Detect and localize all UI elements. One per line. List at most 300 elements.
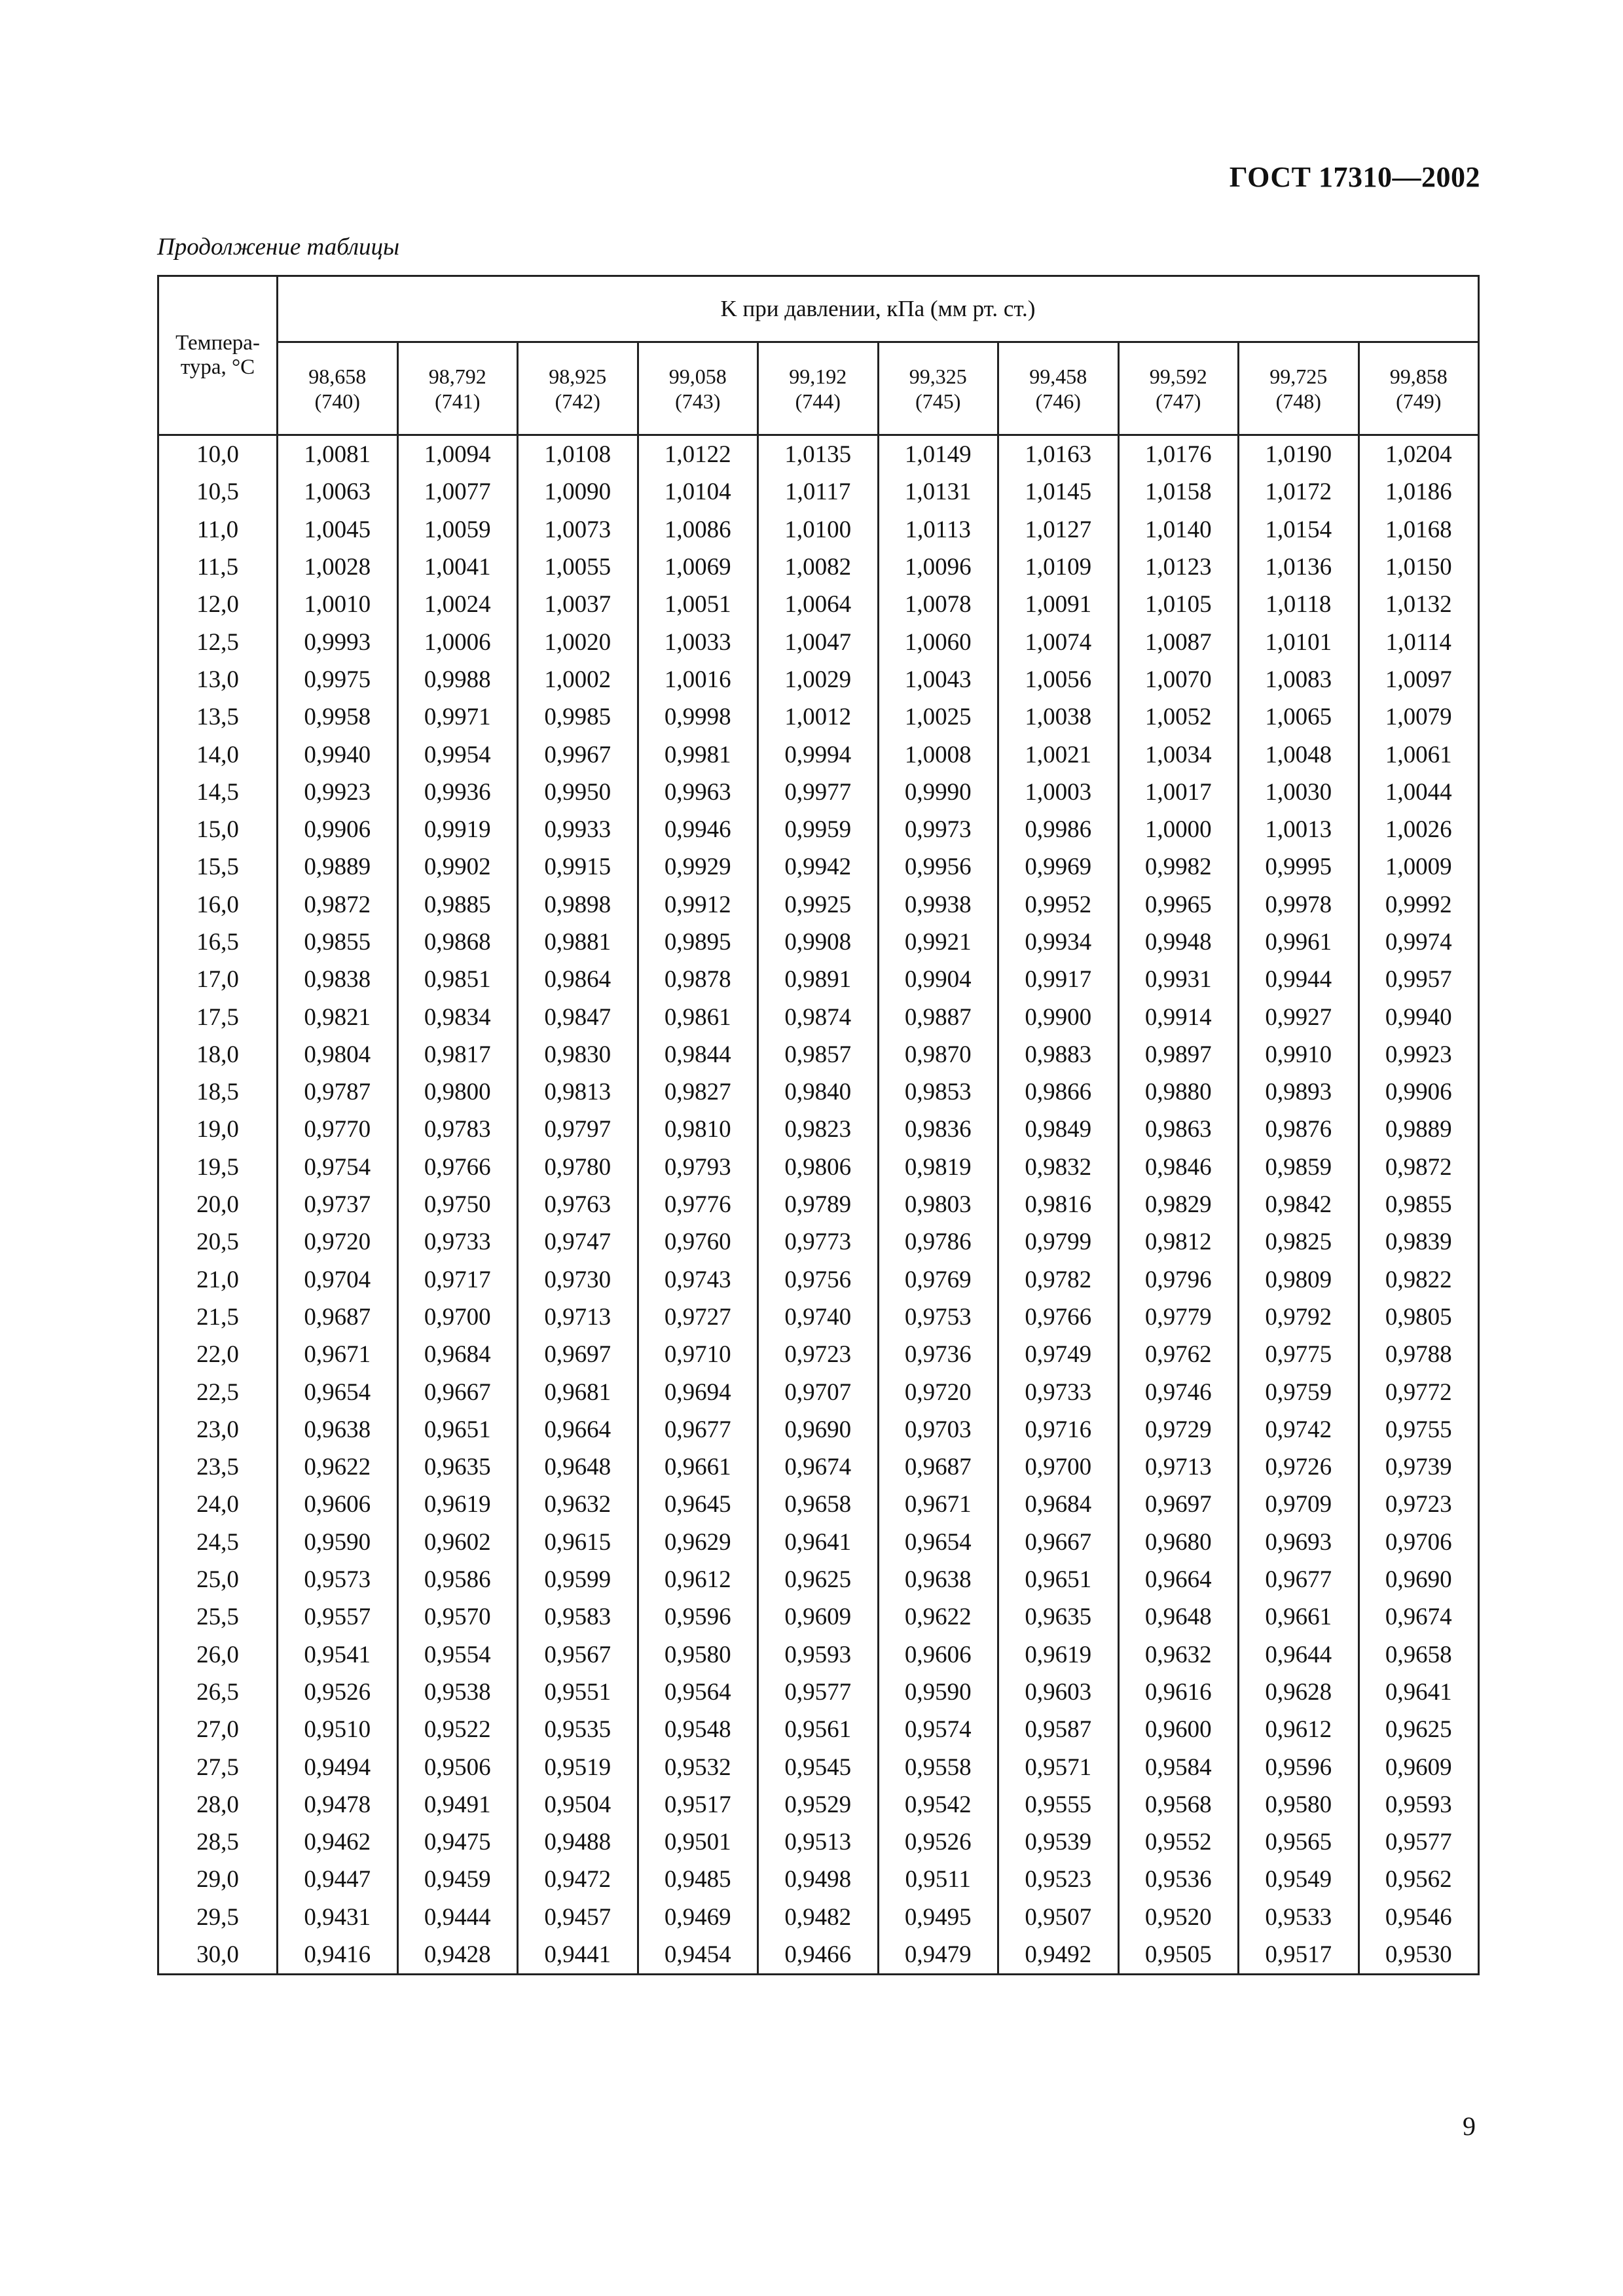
table-row (158, 848, 1479, 886)
k-value-cell: 1,0145 (998, 473, 1119, 511)
k-value-cell: 1,0136 (1239, 548, 1359, 586)
temperature-cell: 21,5 (158, 1299, 278, 1336)
k-value-cell: 0,9526 (278, 1674, 398, 1711)
k-value-cell: 0,9491 (397, 1786, 518, 1823)
k-value-cell: 1,0016 (638, 661, 758, 698)
k-value-cell: 0,9431 (278, 1899, 398, 1936)
temperature-cell: 23,0 (158, 1411, 278, 1448)
k-value-cell: 1,0012 (758, 698, 879, 736)
k-value-cell: 0,9568 (1118, 1786, 1239, 1823)
k-value-cell: 0,9564 (638, 1674, 758, 1711)
k-value-cell: 0,9990 (878, 774, 998, 811)
k-value-cell: 0,9910 (1239, 1036, 1359, 1073)
k-value-cell: 0,9857 (758, 1036, 879, 1073)
pressure-kpa: 98,792 (428, 364, 486, 388)
k-value-cell: 0,9571 (998, 1748, 1119, 1785)
k-value-cell: 0,9747 (518, 1223, 638, 1261)
k-value-cell: 0,9965 (1118, 886, 1239, 924)
k-value-cell: 0,9619 (397, 1486, 518, 1523)
k-value-cell: 0,9844 (638, 1036, 758, 1073)
temperature-cell: 11,5 (158, 548, 278, 586)
temperature-cell: 14,0 (158, 736, 278, 773)
temperature-cell: 19,5 (158, 1149, 278, 1186)
table-row (158, 886, 1479, 924)
k-value-cell: 0,9839 (1359, 1223, 1479, 1261)
pressure-header-row (158, 342, 1479, 435)
k-value-cell: 0,9847 (518, 998, 638, 1035)
k-value-cell: 0,9454 (638, 1936, 758, 1975)
k-value-cell: 0,9783 (397, 1111, 518, 1148)
table-row (158, 1299, 1479, 1336)
k-value-cell: 0,9754 (278, 1149, 398, 1186)
k-value-cell: 0,9975 (278, 661, 398, 698)
k-value-cell: 0,9441 (518, 1936, 638, 1975)
k-value-cell: 0,9950 (518, 774, 638, 811)
pressure-mmhg: (741) (435, 389, 481, 413)
k-value-cell: 0,9878 (638, 961, 758, 998)
k-value-cell: 0,9762 (1118, 1336, 1239, 1373)
table-row (158, 698, 1479, 736)
table-row (158, 1186, 1479, 1223)
k-value-cell: 0,9933 (518, 811, 638, 848)
k-value-cell: 0,9648 (518, 1448, 638, 1486)
k-value-cell: 0,9444 (397, 1899, 518, 1936)
k-value-cell: 0,9641 (758, 1524, 879, 1561)
k-value-cell: 1,0026 (1359, 811, 1479, 848)
k-value-cell: 1,0069 (638, 548, 758, 586)
k-value-cell: 0,9612 (1239, 1711, 1359, 1748)
k-value-cell: 0,9558 (878, 1748, 998, 1785)
table-row (158, 1936, 1479, 1975)
k-value-cell: 0,9590 (878, 1674, 998, 1711)
k-value-cell: 0,9739 (1359, 1448, 1479, 1486)
k-value-cell: 0,9629 (638, 1524, 758, 1561)
k-value-cell: 1,0149 (878, 435, 998, 474)
k-value-cell: 0,9707 (758, 1373, 879, 1410)
k-value-cell: 0,9770 (278, 1111, 398, 1148)
k-value-cell: 0,9539 (998, 1823, 1119, 1861)
k-value-cell: 0,9625 (1359, 1711, 1479, 1748)
k-value-cell: 0,9498 (758, 1861, 879, 1898)
pressure-mmhg: (747) (1156, 389, 1201, 413)
k-value-cell: 0,9523 (998, 1861, 1119, 1898)
k-value-cell: 0,9533 (1239, 1899, 1359, 1936)
k-value-cell: 1,0104 (638, 473, 758, 511)
table-row (158, 548, 1479, 586)
k-value-cell: 0,9766 (998, 1299, 1119, 1336)
k-value-cell: 0,9853 (878, 1073, 998, 1111)
k-value-cell: 0,9773 (758, 1223, 879, 1261)
table-row (158, 1748, 1479, 1785)
k-value-cell: 0,9978 (1239, 886, 1359, 924)
temperature-cell: 29,5 (158, 1899, 278, 1936)
k-value-cell: 0,9900 (998, 998, 1119, 1035)
k-value-cell: 0,9813 (518, 1073, 638, 1111)
k-value-cell: 0,9915 (518, 848, 638, 886)
k-value-cell: 0,9690 (1359, 1561, 1479, 1598)
table-caption: Продолжение таблицы (157, 234, 400, 260)
k-value-cell: 1,0000 (1118, 811, 1239, 848)
k-value-cell: 0,9889 (278, 848, 398, 886)
k-value-cell: 0,9510 (278, 1711, 398, 1748)
temperature-cell: 10,0 (158, 435, 278, 474)
k-value-cell: 1,0045 (278, 511, 398, 548)
k-value-cell: 0,9641 (1359, 1674, 1479, 1711)
k-value-cell: 0,9782 (998, 1261, 1119, 1299)
table-row (158, 811, 1479, 848)
temperature-header-line2: тура, °С (180, 355, 255, 379)
k-value-cell: 0,9709 (1239, 1486, 1359, 1523)
k-value-cell: 0,9700 (397, 1299, 518, 1336)
k-value-cell: 0,9780 (518, 1149, 638, 1186)
k-value-cell: 0,9570 (397, 1598, 518, 1636)
k-value-cell: 0,9740 (758, 1299, 879, 1336)
table-row (158, 1711, 1479, 1748)
temperature-cell: 15,0 (158, 811, 278, 848)
pressure-header-cell (638, 342, 758, 435)
pressure-kpa: 98,658 (308, 364, 367, 388)
k-value-cell: 0,9536 (1118, 1861, 1239, 1898)
k-value-cell: 1,0008 (878, 736, 998, 773)
k-value-cell: 1,0013 (1239, 811, 1359, 848)
k-value-cell: 0,9737 (278, 1186, 398, 1223)
k-value-cell: 0,9635 (998, 1598, 1119, 1636)
k-value-cell: 0,9505 (1118, 1936, 1239, 1975)
k-value-cell: 0,9977 (758, 774, 879, 811)
k-value-cell: 0,9720 (878, 1373, 998, 1410)
k-value-cell: 0,9906 (278, 811, 398, 848)
temperature-cell: 26,5 (158, 1674, 278, 1711)
k-value-cell: 0,9720 (278, 1223, 398, 1261)
k-value-cell: 0,9603 (998, 1674, 1119, 1711)
k-value-cell: 1,0021 (998, 736, 1119, 773)
k-value-cell: 0,9760 (638, 1223, 758, 1261)
k-value-cell: 0,9704 (278, 1261, 398, 1299)
k-value-cell: 1,0140 (1118, 511, 1239, 548)
k-value-cell: 0,9577 (758, 1674, 879, 1711)
k-value-cell: 1,0158 (1118, 473, 1239, 511)
k-value-cell: 0,9769 (878, 1261, 998, 1299)
temperature-cell: 26,0 (158, 1636, 278, 1674)
k-value-cell: 0,9868 (397, 924, 518, 961)
k-value-cell: 1,0063 (278, 473, 398, 511)
k-value-cell: 1,0077 (397, 473, 518, 511)
k-value-cell: 0,9779 (1118, 1299, 1239, 1336)
k-value-cell: 0,9478 (278, 1786, 398, 1823)
k-value-cell: 0,9632 (1118, 1636, 1239, 1674)
k-value-cell: 1,0060 (878, 623, 998, 660)
table-row (158, 998, 1479, 1035)
k-value-cell: 0,9596 (638, 1598, 758, 1636)
pressure-mmhg: (740) (314, 389, 360, 413)
k-value-cell: 0,9872 (278, 886, 398, 924)
k-value-cell: 0,9889 (1359, 1111, 1479, 1148)
k-value-cell: 0,9716 (998, 1411, 1119, 1448)
k-value-cell: 0,9908 (758, 924, 879, 961)
k-value-cell: 0,9775 (1239, 1336, 1359, 1373)
temperature-cell: 22,0 (158, 1336, 278, 1373)
pressure-kpa: 99,592 (1149, 364, 1207, 388)
k-value-cell: 0,9842 (1239, 1186, 1359, 1223)
k-value-cell: 0,9622 (878, 1598, 998, 1636)
k-value-cell: 0,9661 (1239, 1598, 1359, 1636)
k-value-cell: 0,9565 (1239, 1823, 1359, 1861)
table-row (158, 1223, 1479, 1261)
k-value-cell: 0,9684 (397, 1336, 518, 1373)
k-value-cell: 0,9846 (1118, 1149, 1239, 1186)
table-row (158, 1111, 1479, 1148)
k-value-cell: 0,9789 (758, 1186, 879, 1223)
pressure-kpa: 99,058 (668, 364, 727, 388)
k-value-cell: 0,9936 (397, 774, 518, 811)
k-value-cell: 0,9749 (998, 1336, 1119, 1373)
temperature-cell: 20,0 (158, 1186, 278, 1223)
k-value-cell: 0,9661 (638, 1448, 758, 1486)
k-value-cell: 0,9667 (397, 1373, 518, 1410)
k-value-cell: 1,0094 (397, 435, 518, 474)
k-value-cell: 0,9952 (998, 886, 1119, 924)
k-value-cell: 0,9532 (638, 1748, 758, 1785)
pressure-mmhg: (745) (915, 389, 961, 413)
k-value-cell: 0,9823 (758, 1111, 879, 1148)
k-value-cell: 0,9561 (758, 1711, 879, 1748)
k-value-cell: 1,0052 (1118, 698, 1239, 736)
k-value-cell: 1,0028 (278, 548, 398, 586)
k-value-cell: 0,9447 (278, 1861, 398, 1898)
table-row (158, 1149, 1479, 1186)
k-value-cell: 0,9859 (1239, 1149, 1359, 1186)
k-value-cell: 1,0113 (878, 511, 998, 548)
k-value-cell: 0,9671 (878, 1486, 998, 1523)
k-value-cell: 1,0059 (397, 511, 518, 548)
temperature-cell: 17,5 (158, 998, 278, 1035)
k-value-cell: 0,9479 (878, 1936, 998, 1975)
k-value-cell: 0,9958 (278, 698, 398, 736)
k-value-cell: 0,9644 (1239, 1636, 1359, 1674)
temperature-cell: 25,5 (158, 1598, 278, 1636)
k-value-cell: 1,0163 (998, 435, 1119, 474)
k-value-cell: 0,9729 (1118, 1411, 1239, 1448)
k-value-cell: 1,0064 (758, 586, 879, 623)
k-value-cell: 1,0114 (1359, 623, 1479, 660)
k-value-cell: 0,9645 (638, 1486, 758, 1523)
pressure-kpa: 99,192 (789, 364, 847, 388)
table-row (158, 435, 1479, 474)
k-value-cell: 1,0081 (278, 435, 398, 474)
k-value-cell: 0,9590 (278, 1524, 398, 1561)
k-value-cell: 0,9750 (397, 1186, 518, 1223)
pressure-mmhg: (748) (1275, 389, 1321, 413)
k-value-cell: 0,9619 (998, 1636, 1119, 1674)
k-value-cell: 0,9573 (278, 1561, 398, 1598)
k-value-cell: 1,0003 (998, 774, 1119, 811)
temperature-header-line1: Темпера- (175, 331, 260, 355)
k-value-cell: 1,0131 (878, 473, 998, 511)
table-row (158, 1823, 1479, 1861)
k-value-cell: 0,9538 (397, 1674, 518, 1711)
temperature-cell: 13,5 (158, 698, 278, 736)
k-value-cell: 0,9457 (518, 1899, 638, 1936)
temperature-cell: 14,5 (158, 774, 278, 811)
k-value-cell: 0,9557 (278, 1598, 398, 1636)
k-value-cell: 0,9677 (1239, 1561, 1359, 1598)
k-value-cell: 0,9793 (638, 1149, 758, 1186)
pressure-mmhg: (744) (795, 389, 841, 413)
k-value-cell: 0,9529 (758, 1786, 879, 1823)
pressure-header-cell (998, 342, 1119, 435)
table-row (158, 924, 1479, 961)
k-value-cell: 0,9469 (638, 1899, 758, 1936)
k-value-cell: 1,0122 (638, 435, 758, 474)
k-value-cell: 1,0100 (758, 511, 879, 548)
k-value-cell: 0,9687 (878, 1448, 998, 1486)
k-value-cell: 0,9995 (1239, 848, 1359, 886)
pressure-header-cell (1118, 342, 1239, 435)
k-value-cell: 0,9671 (278, 1336, 398, 1373)
k-value-cell: 1,0056 (998, 661, 1119, 698)
k-value-cell: 0,9832 (998, 1149, 1119, 1186)
temperature-header (158, 276, 278, 435)
k-value-cell: 0,9664 (1118, 1561, 1239, 1598)
k-value-cell: 0,9599 (518, 1561, 638, 1598)
k-value-cell: 0,9625 (758, 1561, 879, 1598)
k-value-cell: 0,9755 (1359, 1411, 1479, 1448)
k-value-cell: 0,9898 (518, 886, 638, 924)
k-value-cell: 0,9806 (758, 1149, 879, 1186)
k-value-cell: 0,9810 (638, 1111, 758, 1148)
k-value-cell: 0,9967 (518, 736, 638, 773)
k-value-cell: 0,9680 (1118, 1524, 1239, 1561)
temperature-cell: 17,0 (158, 961, 278, 998)
k-value-cell: 0,9552 (1118, 1823, 1239, 1861)
k-value-cell: 0,9759 (1239, 1373, 1359, 1410)
pressure-header-cell (397, 342, 518, 435)
k-value-cell: 0,9726 (1239, 1448, 1359, 1486)
k-value-cell: 0,9703 (878, 1411, 998, 1448)
k-value-cell: 0,9855 (278, 924, 398, 961)
k-value-cell: 0,9551 (518, 1674, 638, 1711)
k-value-cell: 0,9957 (1359, 961, 1479, 998)
k-value-cell: 0,9513 (758, 1823, 879, 1861)
temperature-cell: 16,5 (158, 924, 278, 961)
k-value-cell: 0,9982 (1118, 848, 1239, 886)
k-value-cell: 1,0091 (998, 586, 1119, 623)
k-value-cell: 0,9520 (1118, 1899, 1239, 1936)
k-value-cell: 0,9522 (397, 1711, 518, 1748)
k-value-cell: 0,9687 (278, 1299, 398, 1336)
temperature-cell: 24,5 (158, 1524, 278, 1561)
k-value-cell: 0,9954 (397, 736, 518, 773)
pressure-mmhg: (749) (1396, 389, 1442, 413)
k-value-cell: 0,9986 (998, 811, 1119, 848)
k-value-cell: 0,9593 (758, 1636, 879, 1674)
k-value-cell: 0,9834 (397, 998, 518, 1035)
table-row (158, 1073, 1479, 1111)
k-value-cell: 1,0118 (1239, 586, 1359, 623)
k-value-cell: 0,9526 (878, 1823, 998, 1861)
table-row (158, 1411, 1479, 1448)
k-value-cell: 0,9897 (1118, 1036, 1239, 1073)
table-row (158, 1524, 1479, 1561)
table-body (158, 435, 1479, 1975)
k-value-cell: 0,9969 (998, 848, 1119, 886)
k-value-cell: 0,9763 (518, 1186, 638, 1223)
k-value-cell: 1,0020 (518, 623, 638, 660)
k-value-cell: 0,9819 (878, 1149, 998, 1186)
k-value-cell: 0,9923 (278, 774, 398, 811)
k-value-cell: 0,9542 (878, 1786, 998, 1823)
k-value-cell: 0,9492 (998, 1936, 1119, 1975)
table-row (158, 1373, 1479, 1410)
k-value-cell: 1,0079 (1359, 698, 1479, 736)
k-value-cell: 0,9541 (278, 1636, 398, 1674)
k-value-cell: 0,9555 (998, 1786, 1119, 1823)
k-value-cell: 0,9821 (278, 998, 398, 1035)
k-value-cell: 0,9574 (878, 1711, 998, 1748)
table-row (158, 1486, 1479, 1523)
k-value-cell: 0,9577 (1359, 1823, 1479, 1861)
correction-factor-table (157, 275, 1480, 1975)
k-value-cell: 0,9459 (397, 1861, 518, 1898)
k-value-cell: 0,9648 (1118, 1598, 1239, 1636)
k-value-cell: 0,9635 (397, 1448, 518, 1486)
k-value-cell: 0,9567 (518, 1636, 638, 1674)
table-row (158, 1036, 1479, 1073)
k-value-cell: 0,9912 (638, 886, 758, 924)
k-value-cell: 0,9866 (998, 1073, 1119, 1111)
k-value-cell: 0,9549 (1239, 1861, 1359, 1898)
k-value-cell: 0,9694 (638, 1373, 758, 1410)
k-value-cell: 1,0150 (1359, 548, 1479, 586)
k-value-cell: 0,9829 (1118, 1186, 1239, 1223)
k-value-cell: 1,0030 (1239, 774, 1359, 811)
k-value-cell: 1,0074 (998, 623, 1119, 660)
k-value-cell: 0,9511 (878, 1861, 998, 1898)
k-value-cell: 0,9942 (758, 848, 879, 886)
k-value-cell: 1,0038 (998, 698, 1119, 736)
k-value-cell: 1,0009 (1359, 848, 1479, 886)
k-value-cell: 0,9535 (518, 1711, 638, 1748)
pressure-header-cell (518, 342, 638, 435)
k-value-cell: 0,9584 (1118, 1748, 1239, 1785)
pressure-header-cell (758, 342, 879, 435)
k-value-cell: 0,9742 (1239, 1411, 1359, 1448)
temperature-cell: 18,5 (158, 1073, 278, 1111)
k-value-cell: 0,9800 (397, 1073, 518, 1111)
k-value-cell: 0,9940 (278, 736, 398, 773)
k-value-cell: 1,0017 (1118, 774, 1239, 811)
k-value-cell: 0,9895 (638, 924, 758, 961)
k-value-cell: 0,9985 (518, 698, 638, 736)
k-value-cell: 0,9746 (1118, 1373, 1239, 1410)
temperature-cell: 22,5 (158, 1373, 278, 1410)
k-value-cell: 0,9587 (998, 1711, 1119, 1748)
k-value-cell: 1,0135 (758, 435, 879, 474)
temperature-cell: 15,5 (158, 848, 278, 886)
k-value-cell: 0,9667 (998, 1524, 1119, 1561)
k-value-cell: 0,9416 (278, 1936, 398, 1975)
k-value-cell: 0,9664 (518, 1411, 638, 1448)
k-value-cell: 0,9874 (758, 998, 879, 1035)
pressure-header-cell (1359, 342, 1479, 435)
table-row (158, 1561, 1479, 1598)
k-value-cell: 1,0002 (518, 661, 638, 698)
k-value-cell: 0,9475 (397, 1823, 518, 1861)
k-value-cell: 1,0025 (878, 698, 998, 736)
k-value-cell: 0,9917 (998, 961, 1119, 998)
table-row (158, 774, 1479, 811)
k-value-cell: 0,9600 (1118, 1711, 1239, 1748)
